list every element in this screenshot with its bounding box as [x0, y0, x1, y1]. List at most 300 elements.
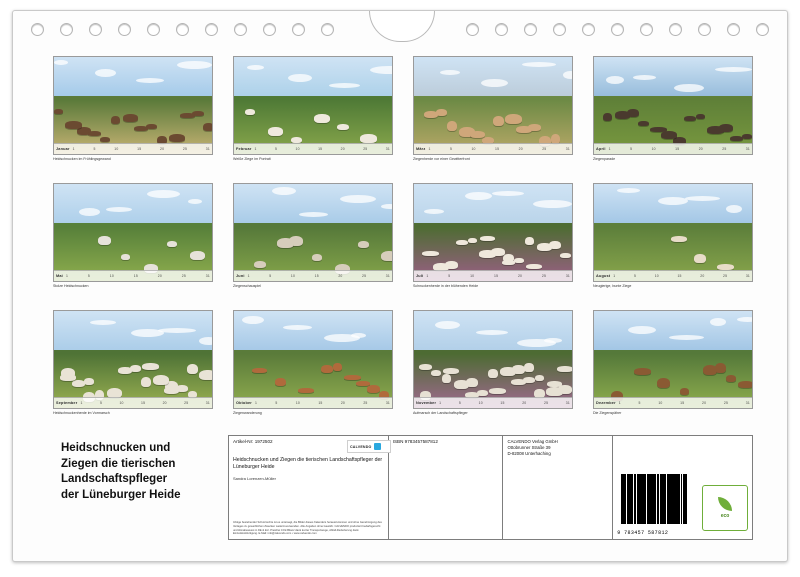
month-cell[interactable]: [593, 183, 753, 299]
animal-shape: [277, 238, 294, 248]
animal-shape: [111, 116, 120, 124]
barcode-column: [613, 436, 752, 539]
animal-shape: [199, 370, 213, 380]
day-number: 20: [517, 274, 523, 278]
animal-shape: [268, 127, 283, 136]
cloud: [440, 70, 460, 75]
animal-shape: [557, 366, 573, 372]
cloud: [522, 62, 556, 67]
month-name: Januar: [56, 147, 70, 151]
animal-shape: [431, 370, 441, 376]
day-number: 25: [362, 274, 367, 278]
day-number: 20: [702, 401, 707, 405]
day-numbers: [255, 147, 390, 151]
animal-shape: [344, 375, 361, 380]
animal-shape: [134, 126, 148, 131]
calendar-title-line: Landschaftspfleger: [61, 473, 168, 486]
day-number: 5: [99, 401, 103, 405]
cloud: [136, 78, 164, 83]
animal-shape: [164, 387, 179, 394]
animal-shape: [142, 363, 159, 370]
day-number: 1: [608, 147, 611, 151]
month-photo-grid: [53, 56, 753, 426]
animal-shape: [454, 380, 469, 389]
month-strip: [414, 397, 572, 408]
animal-shape: [524, 363, 534, 372]
month-photo[interactable]: [233, 56, 393, 155]
month-name: Oktober: [236, 401, 252, 405]
day-number: 25: [723, 274, 728, 278]
day-number: 5: [93, 147, 96, 151]
month-strip: [414, 143, 572, 154]
photo-caption: Ziegenparade: [593, 157, 616, 161]
animal-shape: [526, 264, 542, 269]
animal-shape: [153, 375, 169, 385]
animal-shape: [337, 124, 349, 130]
day-number: 15: [141, 401, 146, 405]
day-number: 1: [72, 147, 75, 151]
ean-barcode: [617, 474, 691, 536]
cloud: [674, 84, 704, 92]
eco-label: [702, 485, 748, 531]
spiral-hole: [611, 23, 624, 36]
month-name: August: [596, 274, 611, 278]
month-photo[interactable]: [593, 310, 753, 409]
day-number: 10: [470, 274, 475, 278]
animal-shape: [470, 131, 485, 138]
animal-shape: [488, 369, 498, 378]
spiral-hole: [756, 23, 769, 36]
animal-shape: [422, 251, 439, 256]
photo-caption: Neugierige, bunte Ziege: [593, 284, 632, 288]
publisher-column: [503, 436, 613, 539]
animal-shape: [312, 254, 322, 261]
month-photo[interactable]: [53, 310, 213, 409]
photo-caption: Aufmarsch der Landschaftspfleger: [413, 411, 468, 415]
cloud: [517, 339, 556, 347]
publisher-name: CALVENDO Verlag GmbH: [507, 439, 558, 444]
photo-caption: Heidschnuckenherde im Vormarsch: [53, 411, 110, 415]
cloud: [710, 318, 726, 326]
month-name: März: [416, 147, 426, 151]
isbn-number: ISBN 9783457587812: [392, 439, 438, 444]
isbn-column: [389, 436, 504, 539]
animal-shape: [245, 109, 255, 115]
day-number: 5: [638, 401, 641, 405]
day-number: 10: [658, 401, 663, 405]
animal-shape: [314, 114, 330, 123]
month-name: Mai: [56, 274, 63, 278]
month-strip: [594, 270, 752, 281]
animal-shape: [730, 136, 743, 141]
animal-shape: [603, 113, 612, 121]
day-number: 15: [495, 147, 500, 151]
animal-shape: [703, 365, 717, 375]
animal-shape: [381, 251, 393, 261]
day-number: 10: [295, 147, 300, 151]
animal-shape: [615, 111, 630, 119]
photo-caption: Weiße Ziege im Portrait: [233, 157, 271, 161]
day-number: 20: [160, 147, 165, 151]
spiral-hole: [495, 23, 508, 36]
cloud: [633, 75, 656, 80]
day-number: 10: [290, 274, 296, 278]
day-number: 25: [722, 147, 727, 151]
animal-shape: [479, 250, 496, 258]
day-number: 1: [254, 147, 257, 151]
animal-shape: [680, 388, 689, 395]
animal-shape: [358, 241, 369, 248]
month-cell[interactable]: [593, 56, 753, 172]
day-number: 5: [275, 147, 278, 151]
day-number: 20: [340, 401, 345, 405]
month-name: April: [596, 147, 606, 151]
day-number: 25: [544, 401, 549, 405]
day-number: 15: [314, 274, 319, 278]
spiral-hole: [582, 23, 595, 36]
spiral-hole: [553, 23, 566, 36]
day-number: 20: [518, 147, 523, 151]
month-photo[interactable]: [413, 310, 573, 409]
animal-shape: [726, 375, 736, 382]
month-photo[interactable]: [53, 183, 213, 282]
month-photo[interactable]: [233, 183, 393, 282]
animal-shape: [489, 388, 506, 394]
cloud: [685, 196, 720, 201]
spiral-hole: [466, 23, 479, 36]
day-numbers: [619, 401, 750, 405]
cloud: [628, 326, 656, 334]
month-cell[interactable]: [413, 183, 573, 299]
month-strip: [234, 397, 392, 408]
day-number: 31: [385, 401, 390, 405]
animal-shape: [321, 365, 333, 373]
month-strip: [594, 143, 752, 154]
animal-shape: [684, 116, 696, 121]
animal-shape: [84, 378, 94, 385]
day-number: 1: [426, 274, 429, 278]
cloud: [106, 207, 132, 212]
day-number: 15: [318, 401, 323, 405]
animal-shape: [254, 261, 266, 268]
day-number: 5: [448, 274, 451, 278]
calendar-title-line: Heidschnucken und: [61, 442, 171, 454]
month-photo[interactable]: [593, 56, 753, 155]
month-photo[interactable]: [413, 56, 573, 155]
calendar-card: [12, 10, 788, 562]
calendar-footer: [53, 435, 753, 540]
cloud: [147, 190, 180, 198]
animal-shape: [696, 114, 705, 119]
day-number: 15: [318, 147, 323, 151]
cloud: [329, 83, 360, 88]
day-numbers: [426, 274, 570, 278]
month-strip: [54, 397, 212, 408]
animal-shape: [98, 236, 111, 245]
cloud: [669, 335, 704, 340]
day-number: 31: [385, 147, 390, 151]
spiral-hole: [640, 23, 653, 36]
month-photo[interactable]: [413, 183, 573, 282]
day-number: 31: [205, 401, 210, 405]
animal-shape: [275, 378, 286, 386]
day-number: 25: [182, 147, 188, 151]
animal-shape: [187, 364, 198, 374]
eco-label-text: eco: [720, 513, 730, 519]
day-number: 31: [565, 401, 570, 405]
animal-shape: [118, 367, 132, 374]
cloud: [177, 61, 212, 69]
day-number: 25: [363, 147, 368, 151]
day-number: 10: [114, 147, 119, 151]
cloud: [492, 191, 524, 196]
cloud: [340, 195, 376, 203]
animal-shape: [661, 131, 677, 139]
spiral-hole: [205, 23, 218, 36]
photo-caption: Heidschnucken im Frühlingsgewand: [53, 157, 111, 161]
animal-shape: [505, 114, 522, 124]
month-cell[interactable]: [413, 310, 573, 426]
month-photo[interactable]: [233, 310, 393, 409]
month-name: Februar: [236, 147, 252, 151]
month-name: Juli: [416, 274, 424, 278]
day-number: 31: [205, 274, 210, 278]
animal-shape: [742, 134, 752, 139]
animal-shape: [167, 241, 177, 247]
cloud: [435, 321, 460, 329]
calendar-title-line: Ziegen die tierischen: [61, 457, 176, 470]
day-number: 25: [541, 274, 547, 278]
animal-shape: [738, 381, 753, 388]
day-number: 5: [633, 274, 637, 278]
calendar-title: [61, 441, 221, 503]
day-numbers: [255, 401, 390, 405]
day-number: 25: [542, 147, 547, 151]
cloud: [617, 188, 640, 193]
day-numbers: [80, 401, 210, 405]
animal-shape: [203, 123, 213, 131]
day-number: 1: [247, 274, 250, 278]
day-number: 15: [137, 147, 142, 151]
month-cell[interactable]: [53, 56, 213, 172]
day-number: 5: [87, 274, 90, 278]
day-number: 31: [745, 147, 750, 151]
month-strip: [234, 143, 392, 154]
cloud: [90, 320, 116, 325]
calvendo-logo-square: [374, 443, 381, 450]
animal-shape: [419, 364, 432, 370]
month-photo[interactable]: [593, 183, 753, 282]
animal-shape: [298, 388, 314, 393]
day-number: 20: [338, 274, 343, 278]
calvendo-logo-text: CALVENDO: [350, 444, 372, 449]
publisher-city: D-82008 Unterhaching: [507, 451, 551, 457]
cloud: [54, 60, 68, 65]
photo-caption: Stolze Heidschnucken: [53, 284, 89, 288]
animal-shape: [360, 134, 377, 143]
animal-shape: [169, 134, 185, 142]
month-name: November: [416, 401, 437, 405]
animal-shape: [493, 116, 504, 126]
animal-shape: [525, 237, 534, 245]
month-strip: [54, 143, 212, 154]
day-number: 1: [439, 401, 442, 405]
animal-shape: [88, 131, 101, 136]
day-number: 10: [471, 147, 476, 151]
day-numbers: [428, 147, 570, 151]
day-number: 31: [565, 147, 570, 151]
day-number: 5: [458, 401, 461, 405]
cloud: [242, 316, 264, 324]
cloud: [726, 205, 742, 213]
day-number: 5: [275, 401, 278, 405]
animal-shape: [424, 111, 438, 118]
animal-shape: [694, 254, 706, 263]
cloud: [658, 197, 688, 205]
day-number: 25: [723, 401, 729, 405]
animal-shape: [100, 137, 110, 142]
animal-shape: [535, 375, 544, 381]
animal-shape: [511, 379, 526, 385]
day-number: 31: [745, 401, 750, 405]
article-title: Heidschnucken und Ziegen die tierischen Landschaftspfleger der Lüneburger Heide: [233, 457, 383, 470]
day-number: 20: [522, 401, 527, 405]
animal-shape: [546, 387, 563, 396]
photo-caption: Ziegenwanderung: [233, 411, 262, 415]
month-cell[interactable]: [593, 310, 753, 426]
animal-shape: [634, 368, 651, 375]
day-number: 10: [651, 147, 656, 151]
day-number: 5: [269, 274, 272, 278]
day-number: 31: [385, 274, 390, 278]
spiral-hole: [321, 23, 334, 36]
legal-text: Infolge bestehender Schutzrechte ist es untersagt, die Bilder dieses Kalenders herauszutrennen und ohne Genehmigung des Verlages zu gewerblichen Zwecken weiterzuverwenden. Alle Angaben ohne Gewähr. CALVENDO produziert bedarfsgerecht und klimabewusst in DE & EU. Preisfrei CO2-Bilanz dank kurzer Transportwege, Abfall-Reduzierung dank Einzelstückfertigung. E-Mail: info@calvendo.com • www.calvendo.com: [233, 521, 382, 536]
day-number: 20: [157, 274, 162, 278]
animal-shape: [516, 126, 532, 133]
day-number: 20: [700, 274, 705, 278]
article-author: Sandra Lorenzen-Müller: [233, 475, 276, 481]
month-name: Dezember: [596, 401, 616, 405]
cloud: [247, 65, 264, 70]
day-numbers: [609, 147, 750, 151]
spiral-hole: [89, 23, 102, 36]
cloud: [324, 334, 360, 342]
month-cell[interactable]: [413, 56, 573, 172]
animal-shape: [60, 374, 76, 381]
day-numbers: [73, 147, 210, 151]
day-number: 25: [184, 401, 189, 405]
barcode-bars: [621, 474, 687, 524]
photo-caption: Ziegenschauspiel: [233, 284, 261, 288]
day-number: 31: [745, 274, 750, 278]
month-cell[interactable]: [233, 56, 393, 172]
spiral-hole: [147, 23, 160, 36]
day-number: 25: [181, 274, 186, 278]
cloud: [715, 67, 752, 72]
spiral-hole: [263, 23, 276, 36]
spiral-hole: [234, 23, 247, 36]
animal-shape: [442, 374, 451, 383]
animal-shape: [72, 380, 85, 387]
animal-shape: [367, 385, 380, 393]
spiral-hole: [292, 23, 305, 36]
day-number: 1: [618, 401, 621, 405]
cloud: [199, 337, 213, 345]
cloud: [272, 187, 296, 195]
day-numbers: [613, 274, 750, 278]
day-number: 10: [478, 401, 483, 405]
publisher-street: Ottobrunner Straße 39: [507, 445, 551, 451]
day-number: 5: [630, 147, 633, 151]
day-number: 5: [449, 147, 453, 151]
animal-shape: [447, 121, 457, 131]
spiral-hole: [118, 23, 131, 36]
month-name: Juni: [236, 274, 245, 278]
month-cell[interactable]: [233, 310, 393, 426]
spiral-hole: [60, 23, 73, 36]
calvendo-logo: [347, 440, 391, 453]
spiral-hole: [524, 23, 537, 36]
animal-shape: [514, 258, 524, 263]
cloud: [288, 74, 312, 82]
day-numbers: [66, 274, 210, 278]
product-info-box: [228, 435, 753, 540]
month-strip: [414, 270, 572, 281]
cloud: [563, 71, 573, 79]
animal-shape: [180, 113, 195, 118]
month-strip: [234, 270, 392, 281]
animal-shape: [123, 114, 138, 122]
cloud: [737, 317, 753, 322]
spiral-hole: [727, 23, 740, 36]
day-number: 10: [295, 401, 300, 405]
cloud: [465, 192, 492, 200]
month-name: September: [56, 401, 78, 405]
cloud: [606, 76, 624, 84]
barcode-number: 9 783457 587812: [617, 530, 669, 536]
spiral-hole: [31, 23, 44, 36]
cloud: [476, 330, 508, 335]
animal-shape: [638, 121, 649, 126]
photo-caption: Ziegenherde vor einer Gewitterfront: [413, 157, 470, 161]
month-photo[interactable]: [53, 56, 213, 155]
animal-shape: [54, 109, 63, 114]
month-strip: [54, 270, 212, 281]
day-number: 25: [363, 401, 368, 405]
cloud: [424, 209, 444, 214]
day-number: 15: [680, 401, 685, 405]
month-cell[interactable]: [53, 310, 213, 426]
cloud: [79, 208, 100, 216]
photo-caption: Die Ziegenspäher: [593, 411, 622, 415]
animal-shape: [707, 126, 724, 134]
day-number: 15: [675, 147, 680, 151]
month-cell[interactable]: [233, 183, 393, 299]
article-number: Artikel-Nr: 1972502: [233, 439, 273, 444]
animal-shape: [560, 253, 571, 258]
animal-shape: [121, 254, 130, 260]
day-number: 1: [428, 147, 431, 151]
cloud: [533, 200, 572, 208]
month-cell[interactable]: [53, 183, 213, 299]
day-number: 10: [109, 274, 114, 278]
animal-shape: [657, 378, 670, 388]
day-number: 10: [119, 401, 124, 405]
cloud: [283, 325, 312, 330]
cloud: [381, 204, 393, 209]
day-numbers: [248, 274, 390, 278]
article-column: [229, 436, 389, 539]
